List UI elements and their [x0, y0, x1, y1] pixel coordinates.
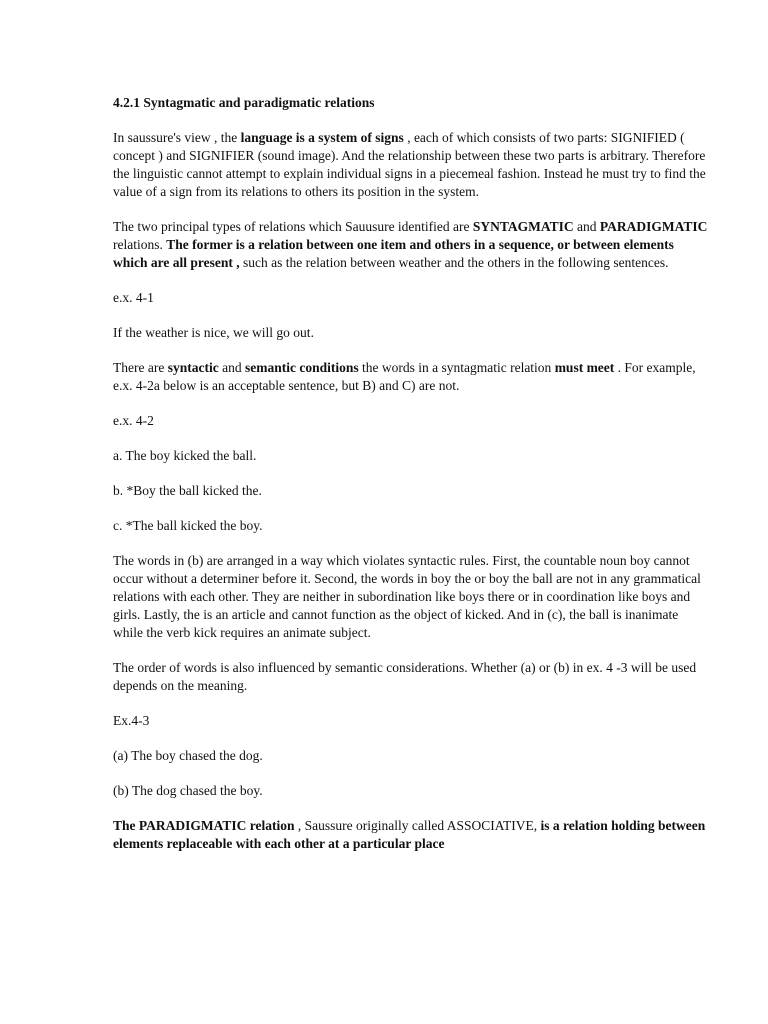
bold-text-run: The PARADIGMATIC relation	[113, 818, 295, 833]
bold-text-run: The former is a relation between one item and others in a sequence, or between elements which are all present ,	[113, 237, 674, 270]
text-run: , each of which consists of two parts: SIGNIFIED ( concept ) and SIGNIFIER (sound image). And the relationship between these two parts is arbitrary. Therefore the linguistic cannot attempt to explain individual signs in a piecemeal fashion. Instead he must try to find the value of a sign from its relations to others its position in the system.	[113, 130, 706, 199]
text-run: The two principal types of relations which Sauusure identified are	[113, 219, 473, 234]
bold-text-run: language is a system of signs	[240, 130, 404, 145]
text-run: the words in a syntagmatic relation	[358, 360, 555, 375]
text-run: and	[573, 219, 600, 234]
bold-text-run: must meet	[554, 360, 615, 375]
text-run: . For example, e.x. 4-2a below is an acceptable sentence, but B) and C) are not.	[113, 360, 696, 393]
paragraph-relation-types	[113, 218, 708, 272]
text-run: and	[218, 360, 245, 375]
text-run: relations.	[113, 237, 167, 252]
paragraph-paradigmatic	[113, 817, 708, 853]
example-label: e.x. 4-1	[113, 290, 154, 305]
example-sentence: If the weather is nice, we will go out.	[113, 325, 314, 340]
text-run: , Saussure originally called ASSOCIATIVE,	[294, 818, 541, 833]
example-sentence: c. *The ball kicked the boy.	[113, 518, 263, 533]
bold-text-run: PARADIGMATIC	[599, 219, 708, 234]
bold-text-run: syntactic	[167, 360, 219, 375]
example-sentence: (b) The dog chased the boy.	[113, 783, 263, 798]
example-sentence: b. *Boy the ball kicked the.	[113, 483, 262, 498]
bold-text-run: SYNTAGMATIC	[472, 219, 574, 234]
paragraph-semantic-order: The order of words is also influenced by semantic considerations. Whether (a) or (b) in ex. 4 -3 will be used depends on the meaning.	[113, 660, 697, 693]
example-sentence: (a) The boy chased the dog.	[113, 748, 263, 763]
example-label: e.x. 4-2	[113, 413, 154, 428]
bold-text-run: is a relation holding between elements replaceable with each other at a particular place	[113, 818, 706, 851]
paragraph-conditions	[113, 359, 708, 395]
text-run: In saussure's view , the	[113, 130, 241, 145]
section-heading: 4.2.1 Syntagmatic and paradigmatic relations	[113, 95, 375, 110]
paragraph-syntactic-violations: The words in (b) are arranged in a way which violates syntactic rules. First, the countable noun boy cannot occur without a determiner before it. Second, the words in boy the or boy the ball are not in any grammatical relations with each other. They are neither in subordination like boys there or in coordination like boys and girls. Lastly, the is an article and cannot function as the object of kicked. And in (c), the ball is inanimate while the verb kick requires an animate subject.	[113, 553, 701, 640]
example-sentence: a. The boy kicked the ball.	[113, 448, 257, 463]
text-run: such as the relation between weather and the others in the following sentences.	[239, 255, 669, 270]
bold-text-run: semantic conditions	[244, 360, 359, 375]
example-label: Ex.4-3	[113, 713, 150, 728]
text-run: There are	[113, 360, 168, 375]
paragraph-saussure-view	[113, 129, 708, 201]
